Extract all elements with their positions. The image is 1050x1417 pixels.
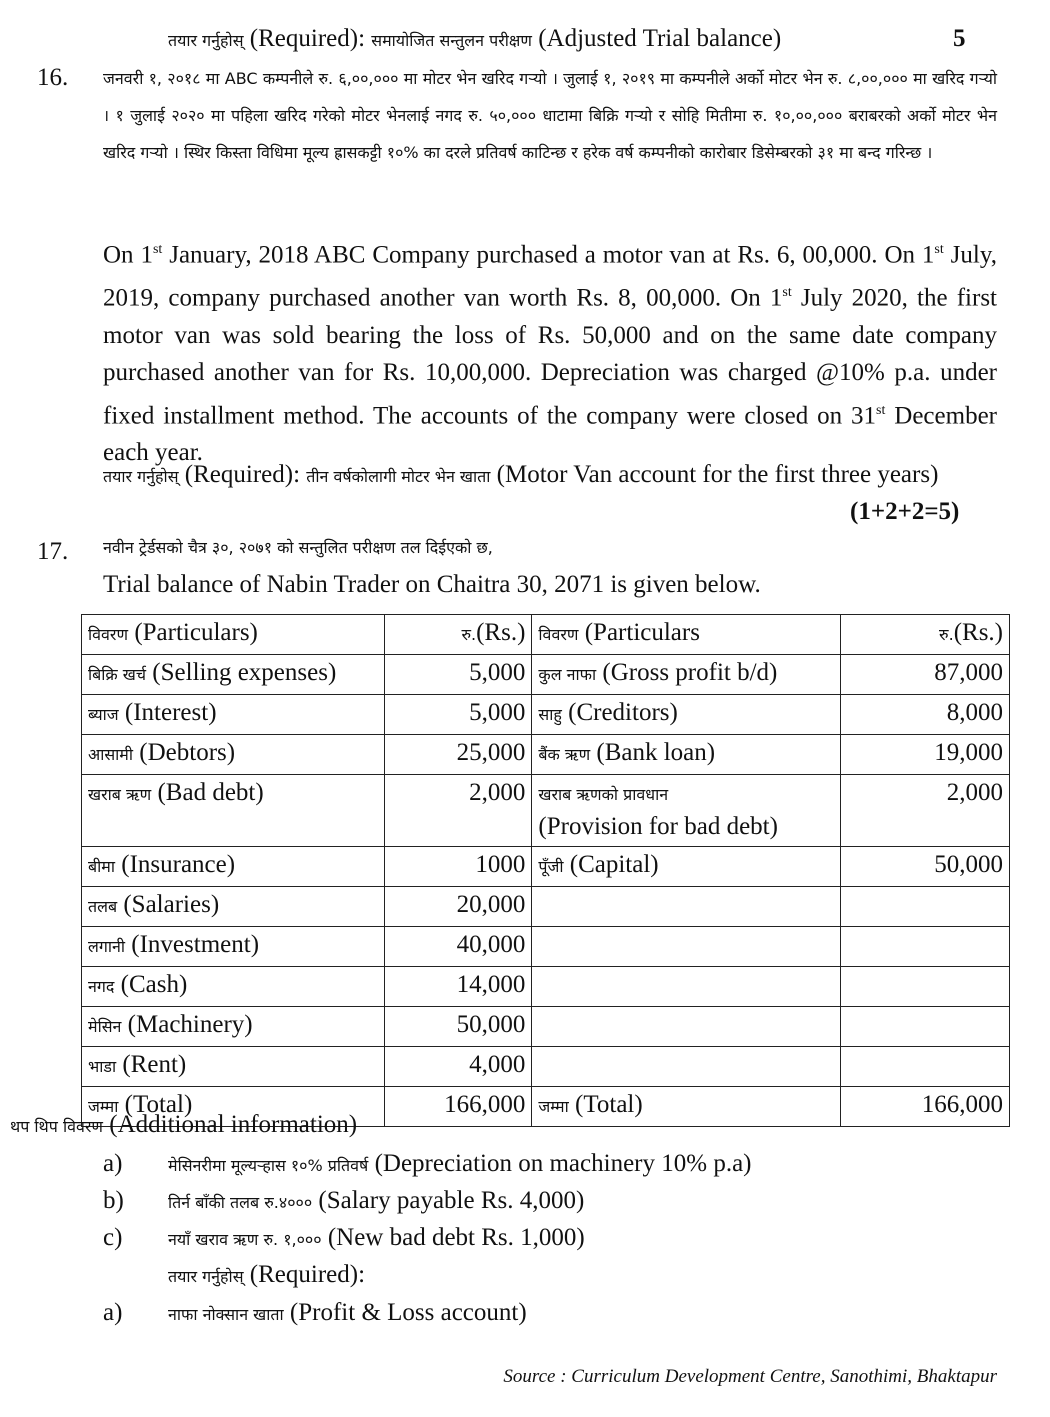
right-particular-en: (Total) — [575, 1091, 643, 1118]
right-amount: 8,000 — [841, 695, 1010, 735]
left-particular-en: (Bad debt) — [157, 779, 264, 806]
topic-en: (Adjusted Trial balance) — [538, 25, 782, 52]
left-particular-en: (Debtors) — [139, 739, 236, 766]
right-particular-dev: खराब ऋणको प्रावधान — [538, 785, 669, 804]
left-particular-en: (Machinery) — [127, 1011, 253, 1038]
right-particular-en: (Gross profit b/d) — [602, 659, 778, 686]
left-particular — [82, 887, 385, 927]
left-particular-en: (Interest) — [124, 699, 217, 726]
left-particular-dev: ब्याज — [88, 705, 119, 724]
header-dev: रु. — [939, 625, 954, 644]
left-particular — [82, 1047, 385, 1087]
right-amount — [841, 1007, 1010, 1047]
table-row — [82, 1007, 1010, 1047]
question-17-required: तयार गर्नुहोस् (Required): — [168, 1261, 366, 1288]
right-particular-dev: पूँजी — [538, 857, 564, 876]
header-en: (Particulars) — [134, 619, 258, 646]
left-amount: 40,000 — [384, 927, 532, 967]
info-label-c: c) — [103, 1224, 123, 1251]
required-en: (Required): — [249, 25, 366, 52]
right-particular — [532, 1007, 841, 1047]
left-particular — [82, 927, 385, 967]
right-particular-dev: बैंक ऋण — [538, 745, 591, 764]
question-16-en-text: On 1st January, 2018 ABC Company purchased a motor van at Rs. 6, 00,000. On 1st July, 2019, company purchased another van worth Rs. 8, 00,000. On 1st July 2020, the first motor van was sold bearing the loss of Rs. 50,000 and on the same date company purchased another van for Rs. 10,00,000. Depreciation was charged @10% p.a. under fixed installment method. The accounts of the company were closed on 31st December each year. — [103, 241, 997, 467]
right-particular-en: (Provision for bad debt) — [538, 813, 778, 840]
right-particular — [532, 1087, 841, 1127]
right-amount — [841, 967, 1010, 1007]
trial-balance-table — [81, 614, 1010, 1127]
info-item-a: मेसिनरीमा मूल्यऱ्हास १०% प्रतिवर्ष (Depreciation on machinery 10% p.a) — [168, 1150, 752, 1177]
right-particular-en: (Creditors) — [568, 699, 678, 726]
left-particular-en: (Selling expenses) — [152, 659, 337, 686]
required-dev: तयार गर्नुहोस् — [168, 31, 244, 50]
table-row — [82, 735, 1010, 775]
header-en: (Rs.) — [953, 619, 1003, 646]
table-header-cell — [841, 615, 1010, 655]
left-particular-dev: मेसिन — [88, 1017, 122, 1036]
table-row — [82, 847, 1010, 887]
header-en: (Rs.) — [476, 619, 526, 646]
left-amount: 5,000 — [384, 695, 532, 735]
left-amount: 14,000 — [384, 967, 532, 1007]
right-particular — [532, 887, 841, 927]
right-particular-dev: साहु — [538, 705, 562, 724]
left-particular — [82, 655, 385, 695]
table-header-cell — [82, 615, 385, 655]
right-particular — [532, 695, 841, 735]
left-particular — [82, 1007, 385, 1047]
header-dev: विवरण — [538, 625, 579, 644]
left-particular-en: (Rent) — [122, 1051, 187, 1078]
right-amount — [841, 1047, 1010, 1087]
table-row — [82, 655, 1010, 695]
source-citation: Source : Curriculum Development Centre, Sanothimi, Bhaktapur — [503, 1366, 997, 1387]
table-row — [82, 775, 1010, 847]
left-amount: 2,000 — [384, 775, 532, 847]
left-particular — [82, 695, 385, 735]
right-particular — [532, 1047, 841, 1087]
additional-info-heading: थप थिप विवरण (Additional information) — [10, 1111, 358, 1138]
right-particular-dev: जम्मा — [538, 1097, 569, 1116]
info-item-b: तिर्न बाँकी तलब रु.४००० (Salary payable Rs. 4,000) — [168, 1187, 585, 1214]
header-dev: रु. — [461, 625, 477, 644]
left-amount: 4,000 — [384, 1047, 532, 1087]
section-header — [168, 24, 781, 56]
left-particular-dev: बीमा — [88, 857, 115, 876]
header-dev: विवरण — [88, 625, 129, 644]
left-amount: 5,000 — [384, 655, 532, 695]
section-marks: 5 — [953, 25, 966, 52]
left-particular-dev: बिक्रि खर्च — [88, 665, 147, 684]
question-16-required: तयार गर्नुहोस् (Required): तीन वर्षकोलागी मोटर भेन खाता (Motor Van account for the first three years) — [103, 461, 939, 488]
left-particular-dev: भाडा — [88, 1057, 117, 1076]
right-particular-en: (Bank loan) — [596, 739, 716, 766]
table-row — [82, 927, 1010, 967]
left-particular — [82, 735, 385, 775]
table-row — [82, 695, 1010, 735]
left-particular-en: (Salaries) — [123, 891, 220, 918]
left-particular-dev: लगानी — [88, 937, 126, 956]
table-row — [82, 887, 1010, 927]
question-17-number: 17. — [37, 538, 69, 565]
right-particular — [532, 927, 841, 967]
right-amount — [841, 887, 1010, 927]
left-particular — [82, 775, 385, 847]
table-header-row — [82, 615, 1010, 655]
right-amount: 19,000 — [841, 735, 1010, 775]
question-16-dev-text: जनवरी १, २०१८ मा ABC कम्पनीले रु. ६,००,००० मा मोटर भेन खरिद गऱ्यो । जुलाई १, २०१९ मा कम्पनीले अर्को मोटर भेन रु. ८,००,००० मा खरिद गऱ्यो । १ जुलाई २०२० मा पहिला खरिद गरेको मोटर भेनलाई नगद रु. ५०,००० धाटामा बिक्रि गऱ्यो र सोहि मितीमा रु. १०,००,००० बराबरको अर्को मोटर भेन खरिद गऱ्यो । स्थिर किस्ता विधिमा मूल्य ह्रासकट्टी १०% का दरले प्रतिवर्ष काटिन्छ र हरेक वर्ष कम्पनीको कारोबार डिसेम्बरको ३१ मा बन्द गरिन्छ । — [103, 69, 997, 162]
right-amount: 2,000 — [841, 775, 1010, 847]
right-amount — [841, 927, 1010, 967]
table-row — [82, 967, 1010, 1007]
topic-dev: समायोजित सन्तुलन परीक्षण — [371, 31, 532, 50]
left-amount: 50,000 — [384, 1007, 532, 1047]
info-label-b: b) — [103, 1187, 124, 1214]
left-particular-dev: आसामी — [88, 745, 134, 764]
question-16-number: 16. — [37, 64, 69, 91]
left-particular-dev: जम्मा — [88, 1097, 119, 1116]
right-particular — [532, 775, 841, 847]
left-particular-en: (Insurance) — [121, 851, 236, 878]
left-amount: 25,000 — [384, 735, 532, 775]
right-particular — [532, 655, 841, 695]
right-particular-en: (Capital) — [569, 851, 659, 878]
left-particular-en: (Cash) — [120, 971, 188, 998]
right-particular-dev: कुल नाफा — [538, 665, 597, 684]
right-amount: 166,000 — [841, 1087, 1010, 1127]
required-label-a: a) — [103, 1299, 123, 1326]
left-particular-dev: तलब — [88, 897, 118, 916]
left-particular-en: (Investment) — [131, 931, 260, 958]
right-particular — [532, 735, 841, 775]
left-particular-dev: खराब ऋण — [88, 785, 152, 804]
right-amount: 87,000 — [841, 655, 1010, 695]
question-16-marks: (1+2+2=5) — [850, 498, 960, 525]
left-particular-en: (Total) — [124, 1091, 193, 1118]
left-particular — [82, 967, 385, 1007]
question-17-dev-text: नवीन ट्रेर्डसको चैत्र ३०, २०७१ को सन्तुलित परीक्षण तल दिईएको छ, — [103, 538, 493, 557]
info-label-a: a) — [103, 1150, 123, 1177]
right-particular — [532, 967, 841, 1007]
table-row — [82, 1047, 1010, 1087]
left-particular-dev: नगद — [88, 977, 115, 996]
right-particular — [532, 847, 841, 887]
info-item-c: नयाँ खराव ऋण रु. १,००० (New bad debt Rs. 1,000) — [168, 1224, 585, 1251]
right-amount: 50,000 — [841, 847, 1010, 887]
table-header-cell — [384, 615, 532, 655]
table-header-cell — [532, 615, 841, 655]
header-en: (Particulars — [584, 619, 700, 646]
question-17-en-text: Trial balance of Nabin Trader on Chaitra 30, 2071 is given below. — [103, 571, 761, 598]
required-item-a: नाफा नोक्सान खाता (Profit & Loss account) — [168, 1299, 527, 1326]
left-amount: 20,000 — [384, 887, 532, 927]
left-amount: 166,000 — [384, 1087, 532, 1127]
left-particular — [82, 847, 385, 887]
left-amount: 1000 — [384, 847, 532, 887]
